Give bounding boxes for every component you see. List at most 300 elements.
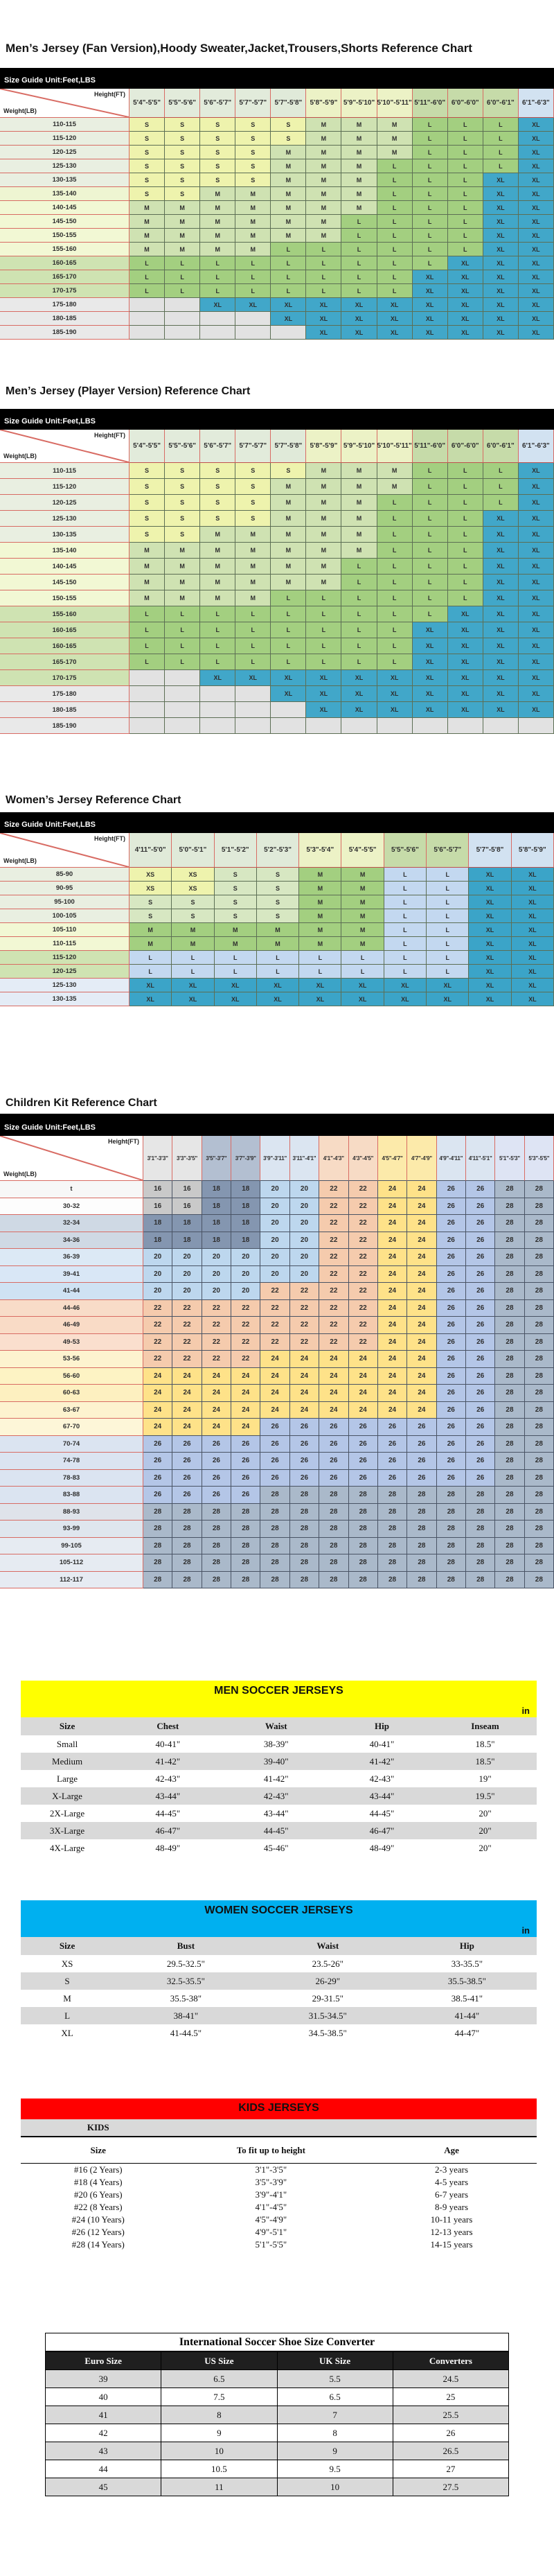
size-cell: 26 bbox=[437, 1436, 466, 1453]
column-header-cell: Age bbox=[444, 2144, 459, 2155]
value-cell: 2-3 years bbox=[435, 2164, 469, 2175]
size-cell: 28 bbox=[525, 1351, 554, 1368]
size-cell: 28 bbox=[466, 1554, 495, 1572]
size-cell: 18 bbox=[202, 1198, 231, 1216]
size-cell: S bbox=[257, 909, 299, 923]
value-cell: 41-44.5" bbox=[170, 2027, 202, 2038]
column-header-cell: 3'3"-3'5" bbox=[172, 1136, 202, 1181]
size-cell: 22 bbox=[349, 1283, 378, 1300]
size-cell: L bbox=[377, 201, 413, 215]
size-cell: XL bbox=[306, 670, 341, 686]
size-cell: XL bbox=[469, 965, 511, 979]
size-cell: XL bbox=[483, 622, 519, 638]
size-cell: M bbox=[341, 937, 384, 951]
table-row bbox=[0, 298, 554, 312]
table-row bbox=[0, 1538, 554, 1555]
size-cell: M bbox=[235, 543, 271, 559]
size-cell: M bbox=[200, 543, 235, 559]
size-cell: 20 bbox=[143, 1283, 172, 1300]
size-cell: XL bbox=[306, 686, 341, 702]
size-cell: S bbox=[165, 495, 200, 511]
column-header-cell: 5'4"-5'5" bbox=[129, 89, 165, 118]
size-cell: 24 bbox=[231, 1368, 260, 1385]
size-cell: L bbox=[377, 495, 413, 511]
table-row bbox=[0, 173, 554, 187]
size-cell: XL bbox=[519, 495, 554, 511]
table-row bbox=[21, 1770, 537, 1787]
value-cell: 43-44" bbox=[369, 1790, 395, 1801]
size-cell: 28 bbox=[525, 1470, 554, 1487]
row-label-cell: 78-83 bbox=[0, 1470, 143, 1487]
size-cell: L bbox=[448, 118, 483, 132]
row-label-cell: 105-112 bbox=[0, 1554, 143, 1572]
size-cell: L bbox=[299, 965, 341, 979]
value-cell: 27.5 bbox=[393, 2478, 508, 2496]
value-cell: 48-49" bbox=[369, 1842, 395, 1853]
size-cell: XL bbox=[448, 298, 483, 312]
men-player-size-table bbox=[0, 430, 554, 734]
size-cell: XL bbox=[483, 243, 519, 256]
row-label-cell: 30-32 bbox=[0, 1198, 143, 1216]
size-cell: S bbox=[165, 511, 200, 527]
size-cell: 26 bbox=[202, 1487, 231, 1504]
size-cell: 16 bbox=[143, 1181, 172, 1198]
table-row bbox=[46, 2424, 508, 2442]
value-cell: 9 bbox=[278, 2442, 393, 2460]
size-cell: 28 bbox=[407, 1487, 436, 1504]
corner-cell bbox=[0, 89, 129, 118]
size-cell: 28 bbox=[466, 1538, 495, 1555]
size-cell: 24 bbox=[378, 1181, 407, 1198]
value-cell: Medium bbox=[52, 1755, 83, 1767]
children-chart-title: Children Kit Reference Chart bbox=[6, 1097, 157, 1109]
size-cell: L bbox=[165, 606, 200, 622]
size-cell: L bbox=[377, 215, 413, 229]
size-cell: M bbox=[235, 559, 271, 575]
value-cell: 9.5 bbox=[278, 2460, 393, 2478]
size-cell: M bbox=[200, 201, 235, 215]
size-cell: M bbox=[341, 132, 377, 146]
size-cell: 24 bbox=[172, 1385, 202, 1402]
size-cell: 20 bbox=[260, 1181, 289, 1198]
row-label-cell: 180-185 bbox=[0, 312, 129, 326]
size-cell: XL bbox=[384, 992, 427, 1006]
size-cell: S bbox=[165, 146, 200, 159]
men-fan-size-table bbox=[0, 89, 554, 340]
size-cell bbox=[165, 670, 200, 686]
column-header-cell: 5'10"-5'11" bbox=[377, 430, 413, 463]
size-cell: 22 bbox=[349, 1317, 378, 1334]
size-cell: 26 bbox=[260, 1436, 289, 1453]
size-cell: M bbox=[341, 173, 377, 187]
size-cell: 24 bbox=[349, 1351, 378, 1368]
size-cell: XL bbox=[299, 979, 341, 992]
size-cell: 28 bbox=[495, 1402, 524, 1419]
size-cell: L bbox=[200, 270, 235, 284]
size-cell: 20 bbox=[290, 1215, 319, 1232]
row-label-cell: 34-36 bbox=[0, 1232, 143, 1250]
size-cell: L bbox=[448, 559, 483, 575]
column-header-cell: 6'0"-6'0" bbox=[448, 89, 483, 118]
size-cell: XL bbox=[469, 909, 511, 923]
size-cell: 22 bbox=[319, 1181, 348, 1198]
size-cell: 26 bbox=[466, 1283, 495, 1300]
size-cell: 28 bbox=[525, 1453, 554, 1470]
value-cell: 9 bbox=[161, 2424, 277, 2442]
size-cell: 28 bbox=[349, 1538, 378, 1555]
table-row bbox=[0, 1385, 554, 1402]
size-cell: S bbox=[271, 118, 306, 132]
women-size-table bbox=[0, 833, 554, 1006]
size-cell: L bbox=[235, 284, 271, 298]
size-cell: XL bbox=[377, 686, 413, 702]
table-row bbox=[21, 2238, 537, 2251]
size-cell: M bbox=[172, 923, 214, 937]
size-cell: XL bbox=[519, 527, 554, 543]
size-cell: 26 bbox=[437, 1283, 466, 1300]
column-header-cell: 5'1"-5'2" bbox=[215, 833, 257, 868]
table-row bbox=[46, 2460, 508, 2478]
size-cell: 28 bbox=[525, 1334, 554, 1351]
table-row bbox=[0, 146, 554, 159]
size-cell: 24 bbox=[172, 1368, 202, 1385]
row-label-cell: 56-60 bbox=[0, 1368, 143, 1385]
column-header-cell: 5'7"-5'8" bbox=[469, 833, 511, 868]
size-cell: 28 bbox=[143, 1538, 172, 1555]
size-cell: L bbox=[448, 575, 483, 590]
size-cell: 26 bbox=[466, 1181, 495, 1198]
size-cell: XL bbox=[341, 298, 377, 312]
size-cell: XS bbox=[172, 868, 214, 882]
size-cell bbox=[165, 718, 200, 734]
size-cell: L bbox=[271, 590, 306, 606]
size-cell: S bbox=[172, 895, 214, 909]
size-cell: L bbox=[413, 243, 448, 256]
size-cell: 26 bbox=[466, 1402, 495, 1419]
size-cell: L bbox=[341, 654, 377, 670]
size-cell: M bbox=[271, 215, 306, 229]
size-cell: 26 bbox=[466, 1436, 495, 1453]
size-cell: 26 bbox=[466, 1351, 495, 1368]
row-label-cell: 115-120 bbox=[0, 132, 129, 146]
size-cell: S bbox=[235, 463, 271, 479]
size-cell: XL bbox=[519, 187, 554, 201]
value-cell: 5.5 bbox=[278, 2369, 393, 2387]
size-cell bbox=[165, 686, 200, 702]
size-cell: XL bbox=[448, 702, 483, 718]
row-label-cell: 100-105 bbox=[0, 909, 129, 923]
row-label-cell: t bbox=[0, 1181, 143, 1198]
size-cell: 24 bbox=[378, 1351, 407, 1368]
table-row bbox=[0, 132, 554, 146]
table-row bbox=[0, 159, 554, 173]
size-cell: XL bbox=[448, 686, 483, 702]
value-cell: 42-43" bbox=[369, 1773, 395, 1784]
column-header-cell: 3'11"-4'1" bbox=[290, 1136, 319, 1181]
size-cell: 28 bbox=[525, 1368, 554, 1385]
size-cell: M bbox=[341, 923, 384, 937]
women-chart-title: Women’s Jersey Reference Chart bbox=[6, 794, 181, 806]
size-cell: 26 bbox=[290, 1419, 319, 1436]
size-cell: S bbox=[129, 909, 172, 923]
size-cell: L bbox=[384, 868, 427, 882]
table-row bbox=[21, 2226, 537, 2238]
size-cell: M bbox=[235, 187, 271, 201]
size-cell: L bbox=[448, 173, 483, 187]
table-row bbox=[0, 575, 554, 590]
size-cell: S bbox=[129, 187, 165, 201]
size-cell: XL bbox=[519, 559, 554, 575]
size-cell: 22 bbox=[290, 1283, 319, 1300]
size-cell: XL bbox=[512, 965, 554, 979]
size-cell: XL bbox=[483, 511, 519, 527]
size-cell: 28 bbox=[525, 1283, 554, 1300]
table-row bbox=[0, 638, 554, 654]
table-row bbox=[0, 559, 554, 575]
size-cell: 20 bbox=[202, 1249, 231, 1266]
size-cell: L bbox=[413, 590, 448, 606]
value-cell: #16 (2 Years) bbox=[73, 2164, 123, 2175]
size-cell: 28 bbox=[495, 1521, 524, 1538]
size-cell: S bbox=[200, 146, 235, 159]
size-cell: M bbox=[341, 118, 377, 132]
table-row bbox=[0, 1504, 554, 1521]
size-cell: S bbox=[165, 479, 200, 495]
size-cell: XL bbox=[413, 654, 448, 670]
size-cell: 28 bbox=[260, 1487, 289, 1504]
table-row bbox=[0, 495, 554, 511]
size-cell: L bbox=[271, 243, 306, 256]
table-row bbox=[46, 2442, 508, 2460]
column-header-cell: Hip bbox=[459, 1940, 474, 1951]
value-cell: 10-11 years bbox=[430, 2214, 473, 2225]
size-guide-label: Size Guide Unit:Feet,LBS bbox=[4, 821, 96, 829]
size-cell: 28 bbox=[495, 1283, 524, 1300]
value-cell: 42-43" bbox=[155, 1773, 181, 1784]
size-cell: 28 bbox=[143, 1554, 172, 1572]
size-cell: L bbox=[413, 575, 448, 590]
size-cell: L bbox=[341, 559, 377, 575]
table-row bbox=[0, 654, 554, 670]
size-cell: XL bbox=[235, 670, 271, 686]
size-cell: L bbox=[306, 638, 341, 654]
size-cell: 28 bbox=[466, 1487, 495, 1504]
size-cell: L bbox=[306, 256, 341, 270]
size-cell: L bbox=[483, 463, 519, 479]
size-cell: M bbox=[306, 173, 341, 187]
size-cell: L bbox=[165, 638, 200, 654]
size-cell: XL bbox=[483, 670, 519, 686]
value-cell: 43-44" bbox=[155, 1790, 181, 1801]
size-cell: L bbox=[341, 575, 377, 590]
size-cell: 28 bbox=[290, 1504, 319, 1521]
kids-subtitle-label: KIDS bbox=[87, 2122, 109, 2132]
size-cell: L bbox=[235, 256, 271, 270]
size-cell: 26 bbox=[231, 1436, 260, 1453]
size-cell: L bbox=[299, 951, 341, 965]
size-cell: 24 bbox=[407, 1198, 436, 1216]
table-row bbox=[0, 606, 554, 622]
size-cell: L bbox=[377, 284, 413, 298]
size-cell: L bbox=[200, 256, 235, 270]
size-cell: 22 bbox=[172, 1334, 202, 1351]
size-cell: M bbox=[200, 559, 235, 575]
size-cell: S bbox=[271, 463, 306, 479]
size-cell: M bbox=[165, 590, 200, 606]
size-cell: L bbox=[377, 527, 413, 543]
size-cell: XL bbox=[215, 979, 257, 992]
table-row bbox=[0, 1249, 554, 1266]
value-cell: 2X-Large bbox=[49, 1807, 85, 1819]
size-cell: 26 bbox=[437, 1266, 466, 1283]
size-cell: XL bbox=[519, 173, 554, 187]
size-cell: M bbox=[377, 132, 413, 146]
size-cell: 26 bbox=[466, 1300, 495, 1317]
size-cell: 20 bbox=[290, 1249, 319, 1266]
size-cell: 28 bbox=[495, 1572, 524, 1589]
column-header-cell: 5'8"-5'9" bbox=[306, 430, 341, 463]
size-cell: 26 bbox=[378, 1436, 407, 1453]
table-row bbox=[0, 979, 554, 992]
table-row bbox=[0, 1368, 554, 1385]
size-cell: 28 bbox=[495, 1300, 524, 1317]
size-cell: 26 bbox=[260, 1470, 289, 1487]
table-row bbox=[0, 1470, 554, 1487]
value-cell: 35.5-38.5" bbox=[447, 1975, 486, 1986]
size-cell: XL bbox=[512, 951, 554, 965]
size-cell: L bbox=[165, 622, 200, 638]
size-cell: L bbox=[483, 146, 519, 159]
row-label-cell: 90-95 bbox=[0, 882, 129, 895]
table-row bbox=[0, 718, 554, 734]
size-cell: L bbox=[341, 215, 377, 229]
header-row bbox=[21, 1937, 537, 1955]
size-cell: 28 bbox=[202, 1504, 231, 1521]
size-cell bbox=[235, 718, 271, 734]
column-header-cell: 5'10"-5'11" bbox=[377, 89, 413, 118]
size-cell: XL bbox=[519, 270, 554, 284]
size-cell bbox=[200, 702, 235, 718]
size-cell: 18 bbox=[231, 1215, 260, 1232]
size-cell: M bbox=[341, 187, 377, 201]
row-label-cell: 93-99 bbox=[0, 1521, 143, 1538]
size-cell: XL bbox=[448, 654, 483, 670]
size-cell: XL bbox=[377, 312, 413, 326]
size-cell: L bbox=[129, 606, 165, 622]
size-cell: L bbox=[427, 965, 469, 979]
size-cell: 26 bbox=[172, 1453, 202, 1470]
row-label-cell: 49-53 bbox=[0, 1334, 143, 1351]
size-cell: L bbox=[384, 937, 427, 951]
value-cell: 7 bbox=[278, 2406, 393, 2424]
size-cell: S bbox=[257, 895, 299, 909]
size-cell: S bbox=[235, 173, 271, 187]
value-cell: 6-7 years bbox=[435, 2189, 469, 2200]
table-row bbox=[0, 1283, 554, 1300]
table-row bbox=[0, 215, 554, 229]
size-cell: 24 bbox=[407, 1317, 436, 1334]
size-cell: L bbox=[165, 256, 200, 270]
size-cell: 28 bbox=[202, 1554, 231, 1572]
size-cell: L bbox=[306, 284, 341, 298]
size-cell: 26 bbox=[290, 1436, 319, 1453]
size-cell: L bbox=[377, 559, 413, 575]
size-cell: 26 bbox=[466, 1232, 495, 1250]
size-cell: L bbox=[384, 882, 427, 895]
table-row bbox=[0, 670, 554, 686]
size-cell: 24 bbox=[407, 1181, 436, 1198]
size-cell: 26 bbox=[319, 1436, 348, 1453]
size-cell: XL bbox=[483, 187, 519, 201]
row-label-cell: 63-67 bbox=[0, 1402, 143, 1419]
size-cell: L bbox=[413, 606, 448, 622]
size-cell: M bbox=[306, 543, 341, 559]
size-cell: M bbox=[165, 229, 200, 243]
row-label-cell: 160-165 bbox=[0, 638, 129, 654]
size-cell: 18 bbox=[172, 1215, 202, 1232]
size-cell: 24 bbox=[319, 1368, 348, 1385]
value-cell: 41 bbox=[46, 2406, 161, 2424]
size-cell: M bbox=[306, 229, 341, 243]
column-header-cell: Waist bbox=[265, 1721, 287, 1731]
size-cell: 28 bbox=[407, 1554, 436, 1572]
size-cell: 22 bbox=[319, 1317, 348, 1334]
size-cell: 24 bbox=[290, 1368, 319, 1385]
size-cell: XL bbox=[129, 992, 172, 1006]
size-cell: 26 bbox=[319, 1470, 348, 1487]
column-header-cell: Waist bbox=[316, 1940, 339, 1951]
size-cell: 28 bbox=[378, 1487, 407, 1504]
size-cell: S bbox=[235, 146, 271, 159]
size-cell: L bbox=[483, 132, 519, 146]
size-cell: M bbox=[271, 479, 306, 495]
size-cell: L bbox=[271, 638, 306, 654]
size-cell: L bbox=[384, 909, 427, 923]
size-cell: 20 bbox=[290, 1266, 319, 1283]
size-cell: 18 bbox=[143, 1232, 172, 1250]
size-cell: M bbox=[341, 895, 384, 909]
size-cell bbox=[129, 670, 165, 686]
size-cell: XL bbox=[519, 298, 554, 312]
size-cell: XL bbox=[483, 201, 519, 215]
size-cell: L bbox=[377, 654, 413, 670]
size-cell: M bbox=[306, 132, 341, 146]
size-cell: XL bbox=[448, 638, 483, 654]
size-cell: 28 bbox=[525, 1504, 554, 1521]
value-cell: 41-42" bbox=[369, 1755, 395, 1767]
size-cell: L bbox=[413, 256, 448, 270]
size-cell: 24 bbox=[378, 1385, 407, 1402]
table-row bbox=[0, 1521, 554, 1538]
size-cell: M bbox=[271, 159, 306, 173]
value-cell: 40 bbox=[46, 2387, 161, 2406]
value-cell: 39 bbox=[46, 2369, 161, 2387]
column-header-cell: 5'8"-5'9" bbox=[306, 89, 341, 118]
value-cell: XS bbox=[61, 1958, 73, 1969]
size-cell: L bbox=[235, 270, 271, 284]
size-cell: XL bbox=[448, 256, 483, 270]
weight-lb-label: Weight(LB) bbox=[3, 1171, 37, 1177]
value-cell: 8-9 years bbox=[435, 2202, 469, 2212]
size-cell: 24 bbox=[407, 1266, 436, 1283]
size-cell: 26 bbox=[437, 1453, 466, 1470]
column-header-cell: 4'7"-4'9" bbox=[407, 1136, 436, 1181]
value-cell: 3'1"-3'5" bbox=[255, 2164, 287, 2175]
value-cell: L bbox=[64, 2010, 71, 2021]
size-cell: XL bbox=[469, 882, 511, 895]
size-cell: M bbox=[165, 215, 200, 229]
size-cell: 24 bbox=[202, 1419, 231, 1436]
